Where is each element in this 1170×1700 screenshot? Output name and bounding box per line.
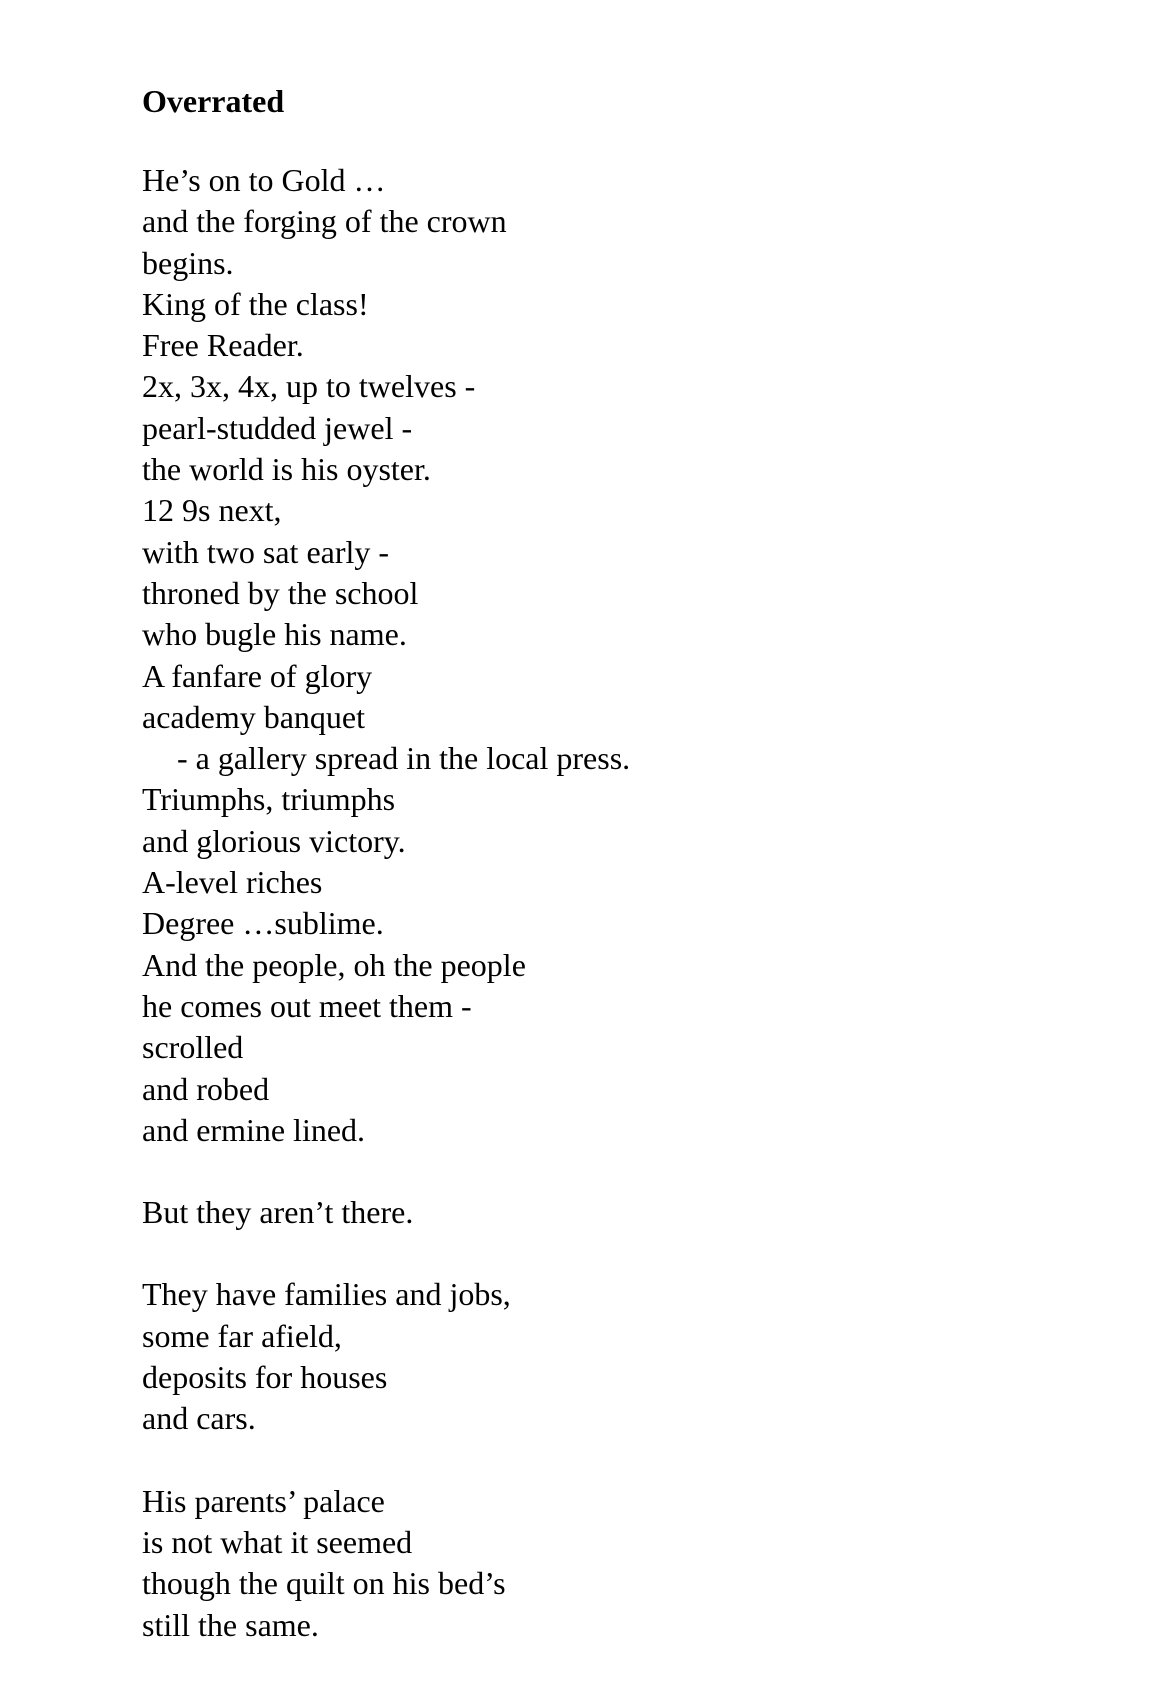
poem-line: and cars. [142,1400,256,1437]
poem-line: Degree …sublime. [142,905,384,942]
poem-line: and the forging of the crown [142,203,507,240]
poem-line: His parents’ palace [142,1482,385,1519]
poem-line: the world is his oyster. [142,451,431,488]
stanza-1 [142,160,1102,1151]
poem-line: is not what it seemed [142,1523,413,1560]
stanza-2 [142,1192,1102,1233]
poem-page [142,78,1102,1687]
poem-line: pearl-studded jewel - [142,409,413,446]
poem-line: 2x, 3x, 4x, up to twelves - [142,368,476,405]
poem-line: throned by the school [142,574,419,611]
stanza-4 [142,1481,1102,1646]
poem-line: scrolled [142,1029,244,1066]
poem-line: But they aren’t there. [142,1194,414,1231]
stanza-3 [142,1274,1102,1439]
poem-line: deposits for houses [142,1359,388,1396]
poem-line: some far afield, [142,1317,342,1354]
poem-line: 12 9s next, [142,492,282,529]
poem-line: and robed [142,1070,270,1107]
poem-line: A fanfare of glory [142,657,373,694]
poem-line: And the people, oh the people [142,946,526,983]
poem-line: He’s on to Gold … [142,162,386,198]
poem-line: and glorious victory. [142,822,406,859]
poem-line: They have families and jobs, [142,1276,511,1313]
poem-line: Triumphs, triumphs [142,781,396,818]
poem-line: academy banquet [142,698,365,735]
poem-line: and ermine lined. [142,1111,366,1148]
poem-line: with two sat early - [142,533,390,570]
poem-line: who bugle his name. [142,616,407,653]
poem-line: begins. [142,244,234,281]
poem-line: still the same. [142,1606,319,1643]
poem-line: Free Reader. [142,327,304,364]
poem-line: though the quilt on his bed’s [142,1565,506,1602]
poem-line-indented: - a gallery spread in the local press. [177,740,631,777]
poem-line: A-level riches [142,864,323,901]
poem-line: he comes out meet them - [142,987,472,1024]
poem-line: King of the class! [142,285,369,322]
poem-title: Overrated [142,83,285,119]
